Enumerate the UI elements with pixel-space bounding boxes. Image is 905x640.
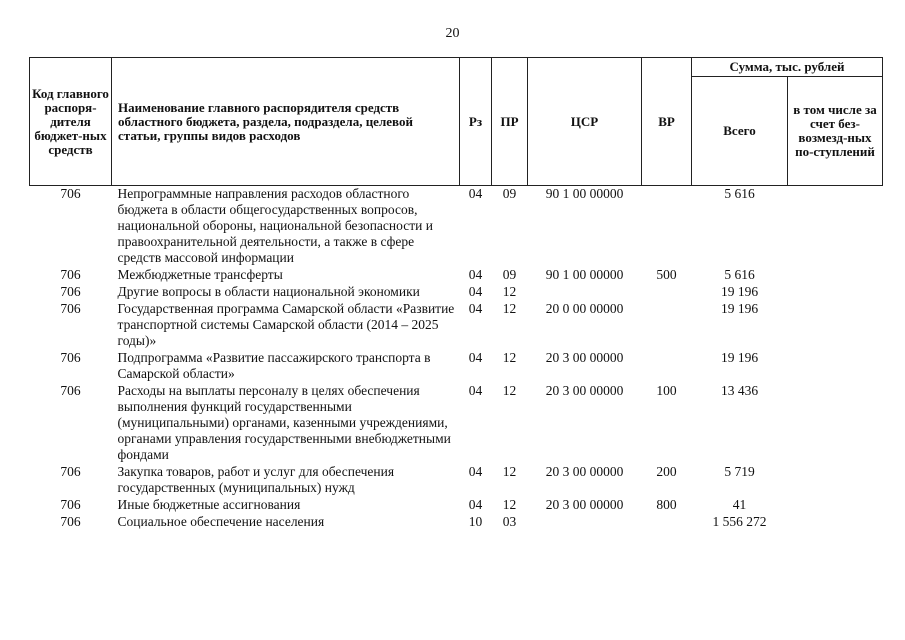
budget-table bbox=[29, 57, 883, 531]
free-cell bbox=[788, 514, 883, 531]
header-csr: ЦСР bbox=[528, 58, 642, 186]
rz-cell: 04 bbox=[468, 497, 483, 512]
pr-cell: 12 bbox=[502, 464, 517, 479]
table-row bbox=[30, 350, 883, 383]
csr-cell: 90 1 00 00000 bbox=[545, 267, 624, 282]
rz-cell: 04 bbox=[468, 350, 483, 365]
pr-cell: 09 bbox=[502, 267, 517, 282]
header-rz: Рз bbox=[460, 58, 492, 186]
csr-cell: 20 3 00 00000 bbox=[545, 383, 624, 398]
name-cell: Расходы на выплаты персоналу в целях обеспечения выполнения функций государственными (муниципальными) органами, казенными учреждениями, органами управления государственными внебюджетными фондами bbox=[117, 383, 451, 462]
code-cell: 706 bbox=[60, 464, 81, 479]
name-cell: Государственная программа Самарской области «Развитие транспортной системы Самарской области (2014 – 2025 годы)» bbox=[117, 301, 455, 348]
csr-cell: 90 1 00 00000 bbox=[545, 186, 624, 201]
vr-cell bbox=[642, 186, 692, 268]
free-cell bbox=[788, 267, 883, 284]
total-cell: 41 bbox=[732, 497, 747, 512]
table-row bbox=[30, 464, 883, 497]
rz-cell: 04 bbox=[468, 186, 483, 201]
total-cell: 1 556 272 bbox=[712, 514, 767, 529]
total-cell: 13 436 bbox=[720, 383, 759, 398]
table-row bbox=[30, 301, 883, 350]
vr-cell: 100 bbox=[656, 383, 677, 398]
total-cell: 5 616 bbox=[724, 267, 755, 282]
vr-cell bbox=[642, 514, 692, 531]
vr-cell: 200 bbox=[656, 464, 677, 479]
code-cell: 706 bbox=[60, 514, 81, 529]
table-header bbox=[30, 58, 883, 186]
total-cell: 19 196 bbox=[720, 301, 759, 316]
rz-cell: 04 bbox=[468, 284, 483, 299]
name-cell: Подпрограмма «Развитие пассажирского транспорта в Самарской области» bbox=[117, 350, 431, 381]
free-cell bbox=[788, 301, 883, 350]
code-cell: 706 bbox=[60, 186, 81, 201]
free-cell bbox=[788, 186, 883, 268]
pr-cell: 12 bbox=[502, 383, 517, 398]
code-cell: 706 bbox=[60, 301, 81, 316]
header-total: Всего bbox=[692, 77, 788, 186]
pr-cell: 09 bbox=[502, 186, 517, 201]
pr-cell: 03 bbox=[502, 514, 517, 529]
header-vr: ВР bbox=[642, 58, 692, 186]
csr-cell: 20 3 00 00000 bbox=[545, 350, 624, 365]
pr-cell: 12 bbox=[502, 497, 517, 512]
name-cell: Закупка товаров, работ и услуг для обеспечения государственных (муниципальных) нужд bbox=[117, 464, 395, 495]
vr-cell bbox=[642, 301, 692, 350]
table-row bbox=[30, 186, 883, 268]
rz-cell: 04 bbox=[468, 301, 483, 316]
free-cell bbox=[788, 350, 883, 383]
total-cell: 5 616 bbox=[724, 186, 755, 201]
csr-cell: 20 3 00 00000 bbox=[545, 497, 624, 512]
name-cell: Социальное обеспечение населения bbox=[117, 514, 325, 529]
code-cell: 706 bbox=[60, 284, 81, 299]
name-cell: Межбюджетные трансферты bbox=[117, 267, 283, 282]
header-sum: Сумма, тыс. рублей bbox=[692, 58, 883, 77]
table-row bbox=[30, 514, 883, 531]
total-cell: 19 196 bbox=[720, 284, 759, 299]
name-cell: Иные бюджетные ассигнования bbox=[117, 497, 301, 512]
name-cell: Непрограммные направления расходов областного бюджета в области общегосударственных вопросов, национальной обороны, национальной безопасности и правоохранительной деятельности, а также в сфере средств массовой информации bbox=[117, 186, 433, 265]
rz-cell: 04 bbox=[468, 383, 483, 398]
csr-cell: 20 3 00 00000 bbox=[545, 464, 624, 479]
table-row bbox=[30, 267, 883, 284]
pr-cell: 12 bbox=[502, 301, 517, 316]
pr-cell: 12 bbox=[502, 284, 517, 299]
total-cell: 19 196 bbox=[720, 350, 759, 365]
table-row bbox=[30, 383, 883, 464]
csr-cell bbox=[528, 514, 642, 531]
code-cell: 706 bbox=[60, 383, 81, 398]
code-cell: 706 bbox=[60, 350, 81, 365]
vr-cell: 800 bbox=[656, 497, 677, 512]
code-cell: 706 bbox=[60, 267, 81, 282]
rz-cell: 04 bbox=[468, 267, 483, 282]
vr-cell: 500 bbox=[656, 267, 677, 282]
code-cell: 706 bbox=[60, 497, 81, 512]
free-cell bbox=[788, 383, 883, 464]
free-cell bbox=[788, 497, 883, 514]
header-name: Наименование главного распорядителя средств областного бюджета, раздела, подраздела, целевой статьи, группы видов расходов bbox=[112, 58, 460, 186]
rz-cell: 04 bbox=[468, 464, 483, 479]
header-free: в том числе за счет без-возмезд-ных по-ступлений bbox=[788, 77, 883, 186]
csr-cell: 20 0 00 00000 bbox=[545, 301, 624, 316]
table-row bbox=[30, 284, 883, 301]
csr-cell bbox=[528, 284, 642, 301]
free-cell bbox=[788, 464, 883, 497]
table-row bbox=[30, 497, 883, 514]
pr-cell: 12 bbox=[502, 350, 517, 365]
table-body bbox=[30, 186, 883, 532]
vr-cell bbox=[642, 284, 692, 301]
vr-cell bbox=[642, 350, 692, 383]
rz-cell: 10 bbox=[468, 514, 483, 529]
page-number: 20 bbox=[445, 26, 460, 41]
name-cell: Другие вопросы в области национальной экономики bbox=[117, 284, 420, 299]
free-cell bbox=[788, 284, 883, 301]
header-code: Код главного распоря-дителя бюджет-ных средств bbox=[30, 58, 112, 186]
total-cell: 5 719 bbox=[724, 464, 755, 479]
header-pr: ПР bbox=[492, 58, 528, 186]
